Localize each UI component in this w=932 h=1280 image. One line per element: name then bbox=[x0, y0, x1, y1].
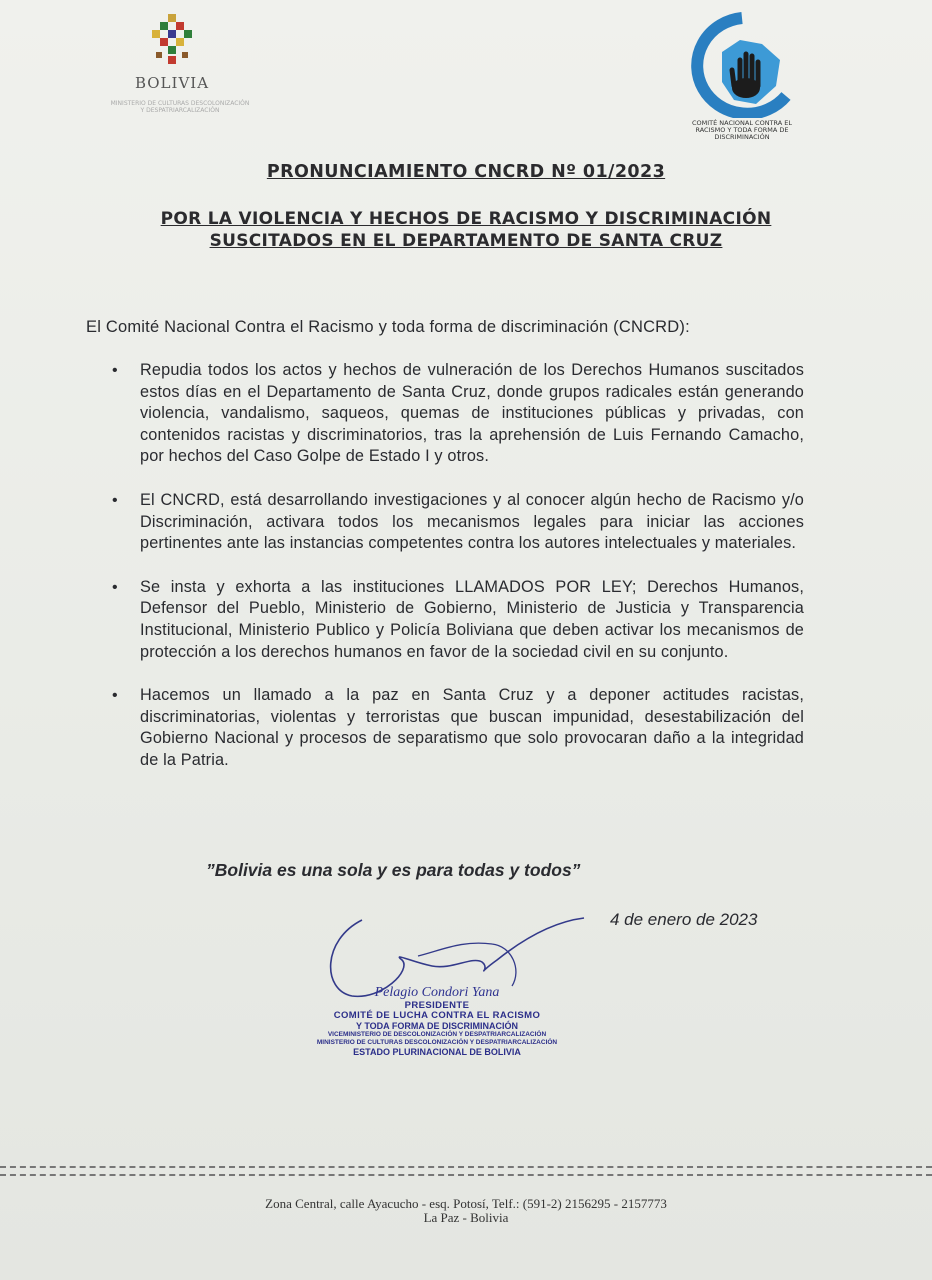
bolivia-emblem-icon bbox=[144, 12, 200, 68]
intro-paragraph: El Comité Nacional Contra el Racismo y toda forma de discriminación (CNCRD): bbox=[86, 318, 690, 336]
stamp-org-line-4: MINISTERIO DE CULTURAS DESCOLONIZACIÓN Y DESPATRIARCALIZACIÓN bbox=[316, 1039, 558, 1046]
cncrd-name-label: COMITÉ NACIONAL CONTRA EL RACISMO Y TODA FORMA DE DISCRIMINACIÓN bbox=[691, 119, 793, 141]
bullet-icon: • bbox=[112, 687, 118, 705]
cncrd-emblem-icon bbox=[682, 12, 802, 118]
bullet-text: Repudia todos los actos y hechos de vulneración de los Derechos Humanos suscitados estos días en el Departamento de Santa Cruz, donde grupos radicales están generando violencia, vandalismo, saqueos, quemas de instituciones públicas y privadas, con contenidos racistas y discriminatorios, tras la aprehensión de Luis Fernando Camacho, por hechos del Caso Golpe de Estado I y otros. bbox=[140, 361, 804, 466]
slogan: ”Bolivia es una sola y es para todas y todos” bbox=[206, 860, 581, 880]
document-date: 4 de enero de 2023 bbox=[610, 910, 758, 929]
bullet-text: Se insta y exhorta a las instituciones LLAMADOS POR LEY; Derechos Humanos, Defensor del Pueblo, Ministerio de Gobierno, Ministerio de Justicia y Transparencia Institucional, Ministerio Publico y Policía Boliviana que deben activar los mecanismos de protección a los derechos humanos en favor de la sociedad civil en su conjunto. bbox=[140, 577, 804, 661]
stamp-org-line-5: ESTADO PLURINACIONAL DE BOLIVIA bbox=[353, 1047, 521, 1057]
bullet-icon: • bbox=[112, 491, 118, 509]
subtitle-line-1: POR LA VIOLENCIA Y HECHOS DE RACISMO Y DISCRIMINACIÓN bbox=[160, 209, 772, 229]
document-subtitle bbox=[0, 208, 932, 252]
bullet-text: Hacemos un llamado a la paz en Santa Cruz y a deponer actitudes racistas, discriminatorias, violentas y terroristas que buscan impunidad, desestabilización del Gobierno Nacional y procesos de separatismo que solo provocaran daño a la integridad de la Patria. bbox=[140, 686, 804, 769]
list-item bbox=[108, 577, 804, 663]
footer-address: Zona Central, calle Ayacucho - esq. Potosí, Telf.: (591-2) 2156295 - 2157773 bbox=[265, 1196, 667, 1211]
signer-name: Pelagio Condori Yana bbox=[374, 985, 500, 1000]
document-title: PRONUNCIAMIENTO CNCRD Nº 01/2023 bbox=[266, 162, 666, 182]
ministry-label: MINISTERIO DE CULTURAS DESCOLONIZACIÓN Y DESPATRIARCALIZACIÓN bbox=[110, 100, 250, 114]
subtitle-line-2: SUSCITADOS EN EL DEPARTAMENTO DE SANTA CRUZ bbox=[209, 231, 723, 251]
footer-divider bbox=[0, 1174, 932, 1176]
bullet-text: El CNCRD, está desarrollando investigaciones y al conocer algún hecho de Racismo y/o Discriminación, activara todos los mecanismos legales para iniciar las acciones pertinentes ante las instancias competentes contra los autores intelectuales y materiales. bbox=[140, 490, 804, 553]
bolivia-logo bbox=[110, 10, 250, 122]
bullet-icon: • bbox=[112, 362, 118, 379]
footer-divider bbox=[0, 1166, 932, 1168]
stamp-org-line-3: VICEMINISTERIO DE DESCOLONIZACIÓN Y DESPATRIARCALIZACIÓN bbox=[327, 1031, 547, 1038]
bullet-icon: • bbox=[112, 578, 118, 596]
stamp-org-line-2: Y TODA FORMA DE DISCRIMINACIÓN bbox=[355, 1021, 518, 1031]
list-item bbox=[108, 685, 804, 771]
signature-stamp bbox=[312, 985, 562, 1057]
signer-role: PRESIDENTE bbox=[404, 1000, 470, 1011]
list-item bbox=[108, 490, 804, 555]
footer-city: La Paz - Bolivia bbox=[423, 1210, 509, 1225]
country-label: BOLIVIA bbox=[134, 74, 210, 92]
bullet-list bbox=[108, 360, 804, 794]
stamp-org-line-1: COMITÉ DE LUCHA CONTRA EL RACISMO bbox=[333, 1010, 541, 1021]
cncrd-logo bbox=[676, 10, 808, 146]
list-item bbox=[108, 360, 804, 468]
